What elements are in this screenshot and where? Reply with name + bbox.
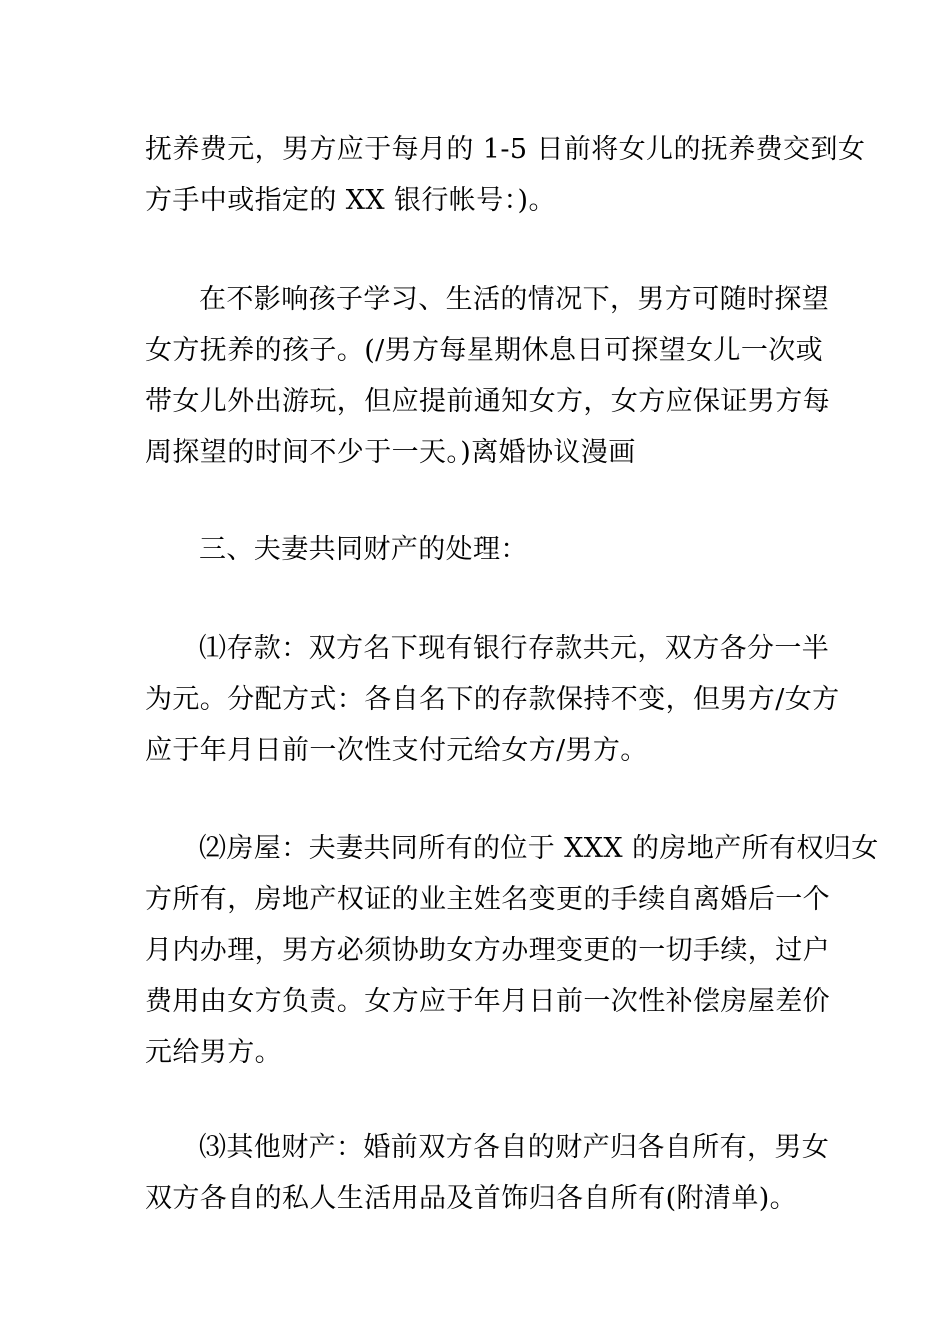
text-line: ⑴存款：双方名下现有银行存款共元，双方各分一半 (199, 633, 830, 664)
text-line: 方所有，房地产权证的业主姓名变更的手续自离婚后一个 (145, 884, 830, 915)
text-line: 方手中或指定的 XX 银行帐号：)。 (145, 185, 556, 216)
text-line: 为元。分配方式：各自名下的存款保持不变，但男方/女方 (145, 684, 840, 715)
text-line: 女方抚养的孩子。(/男方每星期休息日可探望女儿一次或 (145, 335, 824, 366)
text-line: 元给男方。 (145, 1037, 282, 1068)
text-line: 周探望的时间不少于一天。)离婚协议漫画 (145, 437, 636, 468)
paragraph-housing (145, 823, 879, 1078)
text-line: 应于年月日前一次性支付元给女方/男方。 (145, 735, 648, 766)
text-line: ⑶其他财产：婚前双方各自的财产归各自所有，男女 (199, 1132, 830, 1163)
text-line: 带女儿外出游玩，但应提前通知女方，女方应保证男方每 (145, 386, 830, 417)
paragraph-other-property (145, 1122, 830, 1224)
text-line: 三、夫妻共同财产的处理： (199, 534, 528, 565)
text-line: 抚养费元，男方应于每月的 1-5 日前将女儿的抚养费交到女 (145, 134, 866, 165)
paragraph-child-support-payment (145, 124, 866, 226)
section-heading-joint-property (145, 524, 815, 575)
text-line: 费用由女方负责。女方应于年月日前一次性补偿房屋差价 (145, 986, 830, 1017)
text-line: 双方各自的私人生活用品及首饰归各自所有(附清单)。 (145, 1183, 798, 1214)
text-line: 在不影响孩子学习、生活的情况下，男方可随时探望 (199, 284, 830, 315)
text-line: ⑵房屋：夫妻共同所有的位于 XXX 的房地产所有权归女 (199, 833, 879, 864)
paragraph-visitation-rights (145, 274, 830, 478)
paragraph-deposits (145, 623, 840, 776)
text-line: 月内办理，男方必须协助女方办理变更的一切手续，过户 (145, 935, 830, 966)
